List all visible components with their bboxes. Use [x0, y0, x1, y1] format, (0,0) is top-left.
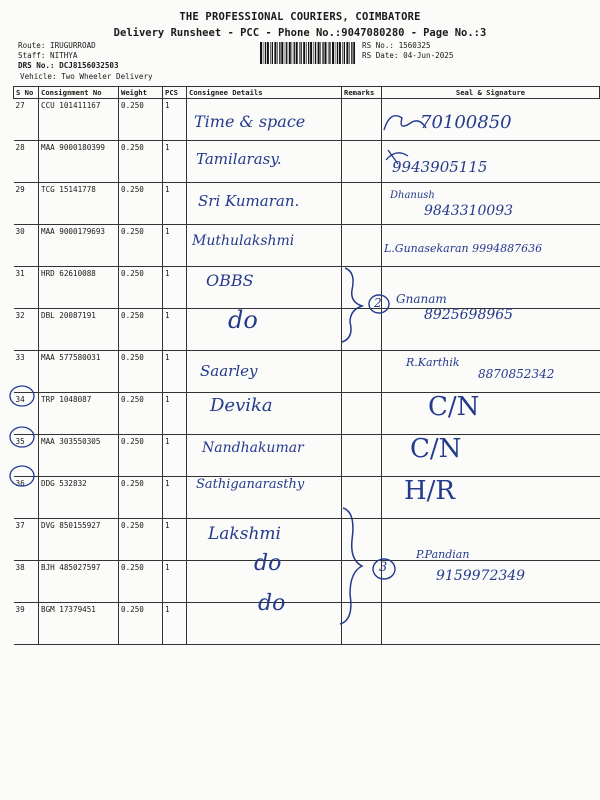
cell-consignee-details	[187, 519, 342, 561]
table-row	[14, 99, 600, 141]
route: Route: IRUGURROAD	[18, 41, 96, 50]
barcode-bar	[267, 42, 269, 64]
cell-consignee-details	[187, 603, 342, 645]
cell-pcs: 1	[163, 183, 187, 225]
barcode-bar	[320, 42, 321, 64]
cell-weight: 0.250	[119, 183, 163, 225]
cell-sno: 28	[14, 141, 39, 183]
table-row	[14, 225, 600, 267]
barcode-bar	[285, 42, 286, 64]
barcode-bar	[263, 42, 264, 64]
runsheet-table	[13, 86, 600, 645]
cell-sno: 39	[14, 603, 39, 645]
cell-consignment-no: BJH 485027597	[39, 561, 119, 603]
cell-signature	[382, 393, 600, 435]
col-pcs: PCS	[163, 87, 187, 99]
cell-sno: 34	[14, 393, 39, 435]
table-row	[14, 309, 600, 351]
barcode-bar	[299, 42, 300, 64]
barcode-bar	[281, 42, 283, 64]
hw-signature-33-name: R.Karthik	[406, 356, 460, 369]
col-signature: Seal & Signature	[382, 87, 600, 99]
cell-consignee-details	[187, 561, 342, 603]
barcode-bar	[339, 42, 341, 64]
barcode-bar	[346, 42, 348, 64]
cell-consignment-no: DBL 20087191	[39, 309, 119, 351]
barcode-bar	[349, 42, 350, 64]
hw-consignee-28: Tamilarasy.	[196, 150, 282, 168]
meta-left	[18, 41, 119, 71]
cell-consignee-details	[187, 141, 342, 183]
cell-sno: 35	[14, 435, 39, 477]
table-row	[14, 477, 600, 519]
barcode	[260, 42, 355, 64]
table-row	[14, 267, 600, 309]
hw-signature-31-name: Gnanam	[396, 292, 447, 306]
cell-pcs: 1	[163, 351, 187, 393]
cell-signature	[382, 603, 600, 645]
cell-signature	[382, 435, 600, 477]
hw-consignee-29: Sri Kumaran.	[198, 192, 300, 210]
cell-weight: 0.250	[119, 477, 163, 519]
col-remarks: Remarks	[342, 87, 382, 99]
hw-signature-34: C/N	[428, 392, 480, 422]
table-row	[14, 561, 600, 603]
cell-remarks	[342, 309, 382, 351]
cell-weight: 0.250	[119, 99, 163, 141]
cell-remarks	[342, 267, 382, 309]
barcode-bar	[286, 42, 287, 64]
table-row	[14, 183, 600, 225]
cell-pcs: 1	[163, 561, 187, 603]
cell-weight: 0.250	[119, 435, 163, 477]
barcode-bar	[289, 42, 291, 64]
cell-consignee-details	[187, 435, 342, 477]
cell-pcs: 1	[163, 603, 187, 645]
cell-consignee-details	[187, 225, 342, 267]
hw-consignee-34: Devika	[210, 395, 273, 416]
barcode-bar	[325, 42, 327, 64]
barcode-bar	[301, 42, 302, 64]
cell-consignment-no: BGM 17379451	[39, 603, 119, 645]
cell-remarks	[342, 435, 382, 477]
cell-consignment-no: HRD 62610088	[39, 267, 119, 309]
cell-consignment-no: MAA 577580031	[39, 351, 119, 393]
barcode-bar	[318, 42, 320, 64]
cell-signature	[382, 309, 600, 351]
hw-consignee-38: do	[254, 551, 282, 576]
cell-weight: 0.250	[119, 351, 163, 393]
table-row	[14, 141, 600, 183]
barcode-bar	[314, 42, 315, 64]
rs-number: RS No.: 1560325	[362, 41, 431, 50]
barcode-bar	[337, 42, 338, 64]
count-a: 2	[374, 296, 382, 310]
subtitle-text: Delivery Runsheet - PCC - Phone No.:9047080280 -	[113, 27, 418, 39]
barcode-bar	[274, 42, 276, 64]
barcode-bar	[303, 42, 305, 64]
barcode-bar	[342, 42, 343, 64]
cell-weight: 0.250	[119, 393, 163, 435]
cell-weight: 0.250	[119, 309, 163, 351]
cell-weight: 0.250	[119, 561, 163, 603]
hw-consignee-32: do	[228, 306, 258, 334]
cell-consignee-details	[187, 99, 342, 141]
cell-consignee-details	[187, 477, 342, 519]
cell-pcs: 1	[163, 519, 187, 561]
hw-signature-33-phone: 8870852342	[478, 367, 555, 381]
cell-pcs: 1	[163, 225, 187, 267]
barcode-bar	[328, 42, 329, 64]
barcode-bar	[272, 42, 273, 64]
col-weight: Weight	[119, 87, 163, 99]
cell-consignee-details	[187, 267, 342, 309]
cell-signature	[382, 351, 600, 393]
barcode-bar	[260, 42, 262, 64]
table-row	[14, 351, 600, 393]
cell-remarks	[342, 141, 382, 183]
cell-pcs: 1	[163, 393, 187, 435]
table-header	[14, 87, 600, 99]
cell-consignment-no: MAA 9000180399	[39, 141, 119, 183]
barcode-bar	[315, 42, 316, 64]
cell-consignee-details	[187, 183, 342, 225]
hw-signature-27: 70100850	[420, 112, 512, 133]
hw-signature-36: H/R	[404, 476, 456, 506]
vehicle: Vehicle: Two Wheeler Delivery	[20, 72, 153, 81]
barcode-bar	[322, 42, 323, 64]
cell-sno: 37	[14, 519, 39, 561]
cell-weight: 0.250	[119, 267, 163, 309]
hw-consignee-35: Nandhakumar	[202, 440, 304, 456]
col-consignment: Consignment No	[39, 87, 119, 99]
hw-consignee-33: Saarley	[200, 362, 258, 380]
cell-signature	[382, 519, 600, 561]
meta-right	[362, 41, 453, 61]
cell-signature	[382, 99, 600, 141]
barcode-bar	[332, 42, 334, 64]
rs-date: RS Date: 04-Jun-2025	[362, 51, 454, 60]
table-row	[14, 393, 600, 435]
cell-pcs: 1	[163, 141, 187, 183]
hw-signature-37-name: P.Pandian	[416, 548, 470, 561]
barcode-bar	[292, 42, 293, 64]
cell-remarks	[342, 519, 382, 561]
cell-weight: 0.250	[119, 519, 163, 561]
barcode-bar	[310, 42, 312, 64]
cell-consignment-no: CCU 101411167	[39, 99, 119, 141]
cell-sno: 31	[14, 267, 39, 309]
hw-signature-30: L.Gunasekaran 9994887636	[384, 242, 543, 255]
cell-remarks	[342, 477, 382, 519]
hw-signature-35: C/N	[410, 434, 462, 464]
hw-consignee-39: do	[258, 591, 286, 616]
cell-consignment-no: DDG 532832	[39, 477, 119, 519]
cell-sno: 38	[14, 561, 39, 603]
barcode-bar	[296, 42, 298, 64]
cell-weight: 0.250	[119, 603, 163, 645]
barcode-bar	[353, 42, 355, 64]
runsheet-subtitle	[0, 27, 600, 39]
hw-consignee-36: Sathiganarasthy	[196, 477, 305, 492]
cell-signature	[382, 183, 600, 225]
cell-remarks	[342, 393, 382, 435]
barcode-bar	[308, 42, 309, 64]
cell-sno: 29	[14, 183, 39, 225]
hw-consignee-27: Time & space	[194, 112, 306, 131]
hw-consignee-30: Muthulakshmi	[192, 233, 295, 249]
barcode-bar	[335, 42, 336, 64]
cell-remarks	[342, 561, 382, 603]
cell-consignment-no: MAA 303550305	[39, 435, 119, 477]
cell-sno: 30	[14, 225, 39, 267]
barcode-bar	[279, 42, 280, 64]
barcode-bar	[265, 42, 266, 64]
cell-weight: 0.250	[119, 225, 163, 267]
table-row	[14, 435, 600, 477]
cell-consignment-no: DVG 850155927	[39, 519, 119, 561]
col-consignee: Consignee Details	[187, 87, 342, 99]
cell-pcs: 1	[163, 435, 187, 477]
hw-signature-28: 9943905115	[392, 158, 488, 176]
cell-signature	[382, 141, 600, 183]
cell-consignment-no: TRP 1048087	[39, 393, 119, 435]
hw-signature-29-name: Dhanush	[390, 190, 435, 201]
col-sno: S No	[14, 87, 39, 99]
cell-signature	[382, 225, 600, 267]
barcode-bar	[306, 42, 307, 64]
cell-consignee-details	[187, 393, 342, 435]
barcode-bar	[277, 42, 278, 64]
barcode-bar	[270, 42, 271, 64]
barcode-bar	[344, 42, 345, 64]
cell-remarks	[342, 99, 382, 141]
cell-pcs: 1	[163, 99, 187, 141]
cell-signature	[382, 561, 600, 603]
table-row	[14, 603, 600, 645]
cell-remarks	[342, 351, 382, 393]
cell-weight: 0.250	[119, 141, 163, 183]
hw-signature-31-phone: 8925698965	[424, 307, 514, 323]
cell-remarks	[342, 603, 382, 645]
hw-signature-29-phone: 9843310093	[424, 203, 514, 219]
cell-remarks	[342, 183, 382, 225]
table-row	[14, 519, 600, 561]
cell-consignment-no: TCG 15141778	[39, 183, 119, 225]
company-title: THE PROFESSIONAL COURIERS, COIMBATORE	[179, 11, 421, 23]
hw-consignee-37: Lakshmi	[208, 524, 281, 544]
cell-pcs: 1	[163, 267, 187, 309]
cell-pcs: 1	[163, 309, 187, 351]
staff: Staff: NITHYA	[18, 51, 78, 60]
barcode-bar	[294, 42, 295, 64]
cell-sno: 36	[14, 477, 39, 519]
cell-pcs: 1	[163, 477, 187, 519]
drs-number: DRS No.: DCJ8156032503	[18, 61, 119, 70]
barcode-bar	[351, 42, 352, 64]
cell-signature	[382, 267, 600, 309]
hw-consignee-31: OBBS	[206, 271, 254, 290]
cell-consignee-details	[187, 351, 342, 393]
hw-signature-37-phone: 9159972349	[436, 568, 526, 584]
cell-sno: 32	[14, 309, 39, 351]
cell-remarks	[342, 225, 382, 267]
cell-consignment-no: MAA 9000179693	[39, 225, 119, 267]
page-number: Page No.:3	[423, 27, 487, 39]
cell-signature	[382, 477, 600, 519]
barcode-bar	[329, 42, 330, 64]
cell-sno: 33	[14, 351, 39, 393]
cell-consignee-details	[187, 309, 342, 351]
count-b: 3	[379, 560, 388, 575]
cell-sno: 27	[14, 99, 39, 141]
